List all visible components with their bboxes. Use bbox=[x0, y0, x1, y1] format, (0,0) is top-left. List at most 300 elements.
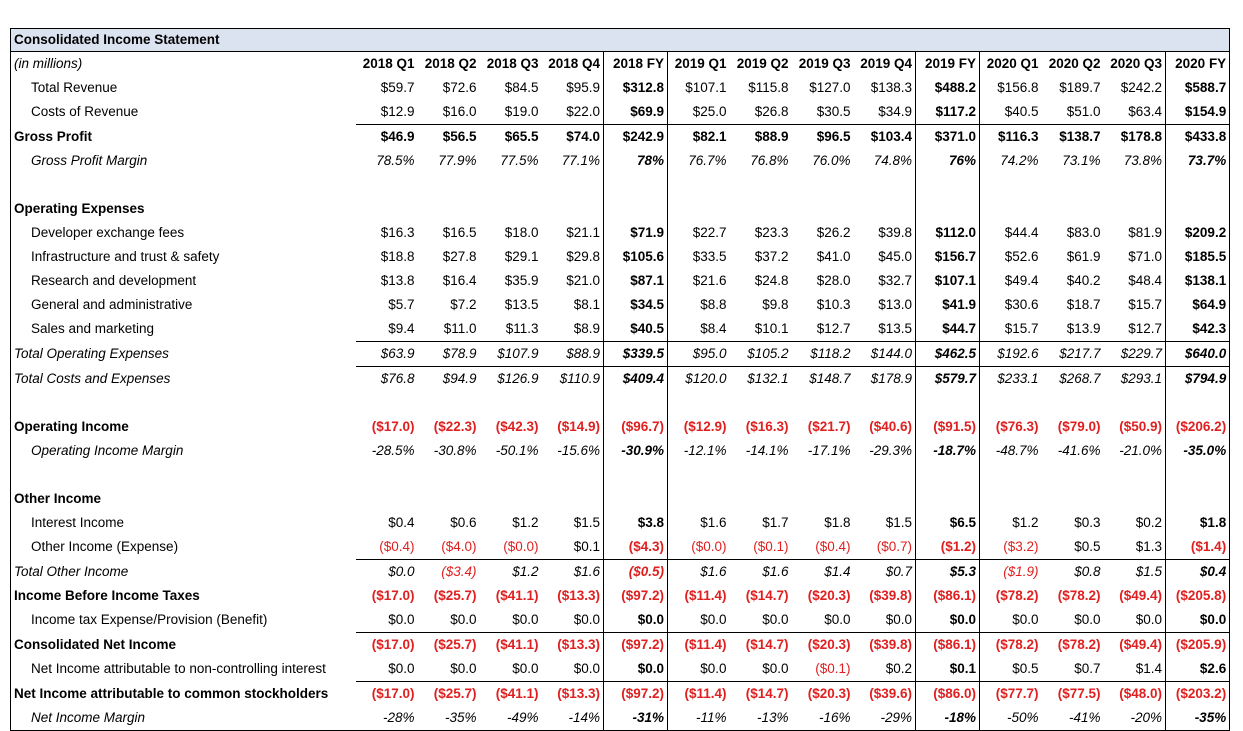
value-cell: -35% bbox=[444, 710, 477, 725]
value-cell: ($20.3) bbox=[792, 633, 854, 658]
value-cell: $0.4 bbox=[1166, 560, 1230, 585]
row-label: Total Costs and Expenses bbox=[14, 370, 171, 386]
value-cell bbox=[916, 487, 980, 511]
value-cell: ($86.1) bbox=[916, 584, 980, 608]
value-cell: $61.9 bbox=[1066, 249, 1101, 264]
value-cell: ($77.7) bbox=[980, 682, 1042, 707]
value-cell: $0.2 bbox=[885, 661, 912, 676]
value-cell: $46.9 bbox=[356, 125, 418, 150]
value-cell: $16.4 bbox=[442, 273, 477, 288]
value-cell: $242.2 bbox=[1120, 80, 1162, 95]
value-cell: $88.9 bbox=[542, 342, 604, 367]
value-cell: $217.7 bbox=[1042, 342, 1104, 367]
value-cell: $268.7 bbox=[1042, 367, 1104, 392]
value-cell: $178.8 bbox=[1104, 125, 1166, 150]
value-cell: ($0.5) bbox=[604, 560, 668, 585]
value-cell bbox=[1104, 391, 1166, 415]
value-cell: $0.0 bbox=[1166, 608, 1230, 633]
value-cell: $156.7 bbox=[916, 245, 980, 269]
value-cell: $8.4 bbox=[700, 321, 727, 336]
row-label: Gross Profit bbox=[14, 128, 93, 144]
value-cell: $51.0 bbox=[1066, 104, 1101, 119]
value-cell: ($12.9) bbox=[683, 419, 727, 434]
value-cell: $640.0 bbox=[1166, 342, 1230, 367]
row-label: Consolidated Net Income bbox=[14, 636, 177, 652]
value-cell: $5.7 bbox=[388, 297, 415, 312]
value-cell: ($0.1) bbox=[753, 539, 789, 554]
value-cell bbox=[1042, 463, 1104, 487]
row-label: Total Operating Expenses bbox=[14, 346, 169, 361]
row-label bbox=[11, 391, 356, 415]
table-row bbox=[11, 535, 1230, 560]
value-cell: ($16.3) bbox=[745, 419, 789, 434]
value-cell: $0.4 bbox=[388, 515, 415, 530]
value-cell: $1.8 bbox=[824, 515, 851, 530]
value-cell: $0.0 bbox=[762, 612, 789, 627]
value-cell: ($13.3) bbox=[542, 633, 604, 658]
table-row bbox=[11, 342, 1230, 367]
value-cell: $242.9 bbox=[604, 125, 668, 150]
value-cell: $23.3 bbox=[754, 225, 789, 240]
value-cell: $138.3 bbox=[870, 80, 912, 95]
value-cell: $1.8 bbox=[1166, 511, 1230, 535]
value-cell: $56.5 bbox=[418, 125, 480, 150]
value-cell: -14% bbox=[568, 710, 600, 725]
value-cell: $33.5 bbox=[692, 249, 727, 264]
value-cell bbox=[730, 487, 792, 511]
value-cell: ($17.0) bbox=[356, 633, 418, 658]
column-header: 2019 Q2 bbox=[736, 56, 789, 71]
value-cell bbox=[792, 391, 854, 415]
value-cell: $30.5 bbox=[816, 104, 851, 119]
value-cell: $26.8 bbox=[754, 104, 789, 119]
value-cell bbox=[604, 487, 668, 511]
value-cell: $15.7 bbox=[1004, 321, 1039, 336]
value-cell: $127.0 bbox=[809, 80, 851, 95]
value-cell bbox=[668, 487, 730, 511]
value-cell bbox=[668, 173, 730, 197]
table-row bbox=[11, 487, 1230, 511]
value-cell: ($86.0) bbox=[916, 682, 980, 707]
value-cell bbox=[792, 487, 854, 511]
value-cell: ($17.0) bbox=[371, 588, 415, 603]
value-cell: $312.8 bbox=[604, 76, 668, 100]
value-cell bbox=[668, 463, 730, 487]
value-cell: $115.8 bbox=[748, 80, 789, 95]
value-cell: $88.9 bbox=[730, 125, 792, 150]
value-cell: -28.5% bbox=[371, 443, 415, 458]
table-row bbox=[11, 560, 1230, 585]
value-cell: $29.8 bbox=[566, 249, 600, 264]
value-cell: -50% bbox=[1006, 710, 1039, 725]
value-cell: $41.9 bbox=[916, 293, 980, 317]
value-cell: $2.6 bbox=[1166, 657, 1230, 682]
value-cell: $0.5 bbox=[1012, 661, 1039, 676]
value-cell: -15.6% bbox=[557, 443, 600, 458]
table-row bbox=[11, 511, 1230, 535]
column-header: 2020 FY bbox=[1166, 52, 1230, 77]
table-row bbox=[11, 439, 1230, 463]
value-cell: ($11.4) bbox=[668, 682, 730, 707]
value-cell: $1.7 bbox=[762, 515, 789, 530]
value-cell: ($0.4) bbox=[815, 539, 851, 554]
value-cell: 78% bbox=[604, 149, 668, 173]
value-cell: $110.9 bbox=[542, 367, 604, 392]
value-cell: $488.2 bbox=[916, 76, 980, 100]
value-cell: $0.0 bbox=[388, 661, 415, 676]
value-cell: $49.4 bbox=[1004, 273, 1039, 288]
value-cell bbox=[1104, 487, 1166, 511]
value-cell: ($25.7) bbox=[418, 682, 480, 707]
value-cell: $144.0 bbox=[854, 342, 916, 367]
value-cell bbox=[980, 463, 1042, 487]
value-cell: $0.1 bbox=[573, 539, 600, 554]
value-cell bbox=[356, 463, 418, 487]
column-header: 2020 Q1 bbox=[986, 56, 1039, 71]
value-cell: ($4.3) bbox=[604, 535, 668, 560]
value-cell: -21.0% bbox=[1119, 443, 1162, 458]
value-cell bbox=[668, 197, 730, 221]
value-cell: ($3.2) bbox=[1003, 539, 1039, 554]
value-cell: $794.9 bbox=[1166, 367, 1230, 392]
value-cell: $126.9 bbox=[480, 367, 542, 392]
value-cell: $22.7 bbox=[692, 225, 727, 240]
value-cell: $116.3 bbox=[980, 125, 1042, 150]
value-cell: ($1.4) bbox=[1166, 535, 1230, 560]
value-cell: ($1.2) bbox=[916, 535, 980, 560]
value-cell: $433.8 bbox=[1166, 125, 1230, 150]
table-row bbox=[11, 584, 1230, 608]
value-cell bbox=[542, 391, 604, 415]
value-cell: -35% bbox=[1166, 706, 1230, 731]
value-cell bbox=[542, 463, 604, 487]
row-label: Net Income attributable to common stockholders bbox=[14, 685, 329, 701]
value-cell: $0.5 bbox=[1074, 539, 1101, 554]
value-cell bbox=[916, 173, 980, 197]
row-label: Net Income attributable to non-controlling interest bbox=[31, 661, 326, 677]
value-cell: $21.6 bbox=[692, 273, 727, 288]
value-cell: $28.0 bbox=[816, 273, 851, 288]
value-cell: $96.5 bbox=[792, 125, 854, 150]
value-cell bbox=[604, 463, 668, 487]
table-row bbox=[11, 633, 1230, 658]
column-header: 2018 Q1 bbox=[362, 56, 415, 71]
value-cell: $10.1 bbox=[754, 321, 789, 336]
value-cell: $72.6 bbox=[442, 80, 477, 95]
value-cell bbox=[542, 173, 604, 197]
value-cell: $84.5 bbox=[504, 80, 539, 95]
value-cell: $78.9 bbox=[418, 342, 480, 367]
value-cell: ($3.4) bbox=[418, 560, 480, 585]
table-row bbox=[11, 463, 1230, 487]
value-cell: $11.3 bbox=[505, 321, 539, 336]
row-label: Total Revenue bbox=[31, 80, 118, 95]
value-cell: $0.0 bbox=[604, 657, 668, 682]
value-cell: $107.1 bbox=[916, 269, 980, 293]
value-cell: $0.0 bbox=[388, 612, 415, 627]
value-cell: ($0.1) bbox=[815, 661, 851, 676]
value-cell: ($49.4) bbox=[1104, 633, 1166, 658]
row-label: Other Income (Expense) bbox=[31, 539, 179, 555]
value-cell bbox=[356, 487, 418, 511]
value-cell: ($78.2) bbox=[1057, 588, 1101, 603]
value-cell: ($17.0) bbox=[371, 419, 415, 434]
value-cell: $8.9 bbox=[573, 321, 600, 336]
value-cell bbox=[916, 463, 980, 487]
value-cell: $120.0 bbox=[668, 367, 730, 392]
value-cell: ($39.8) bbox=[869, 588, 912, 603]
value-cell: $13.0 bbox=[878, 297, 912, 312]
value-cell: -18.7% bbox=[916, 439, 980, 463]
value-cell bbox=[356, 391, 418, 415]
value-cell bbox=[792, 463, 854, 487]
value-cell: $25.0 bbox=[692, 104, 727, 119]
value-cell: $8.1 bbox=[573, 297, 600, 312]
value-cell: 76.8% bbox=[750, 153, 789, 168]
value-cell: $1.2 bbox=[1012, 515, 1039, 530]
value-cell bbox=[480, 487, 542, 511]
value-cell: $71.0 bbox=[1128, 249, 1162, 264]
value-cell: $0.0 bbox=[762, 661, 789, 676]
value-cell: $6.5 bbox=[916, 511, 980, 535]
value-cell: -30.9% bbox=[604, 439, 668, 463]
value-cell bbox=[418, 391, 480, 415]
value-cell: -28% bbox=[382, 710, 415, 725]
value-cell: ($96.7) bbox=[604, 415, 668, 439]
value-cell: ($42.3) bbox=[495, 419, 539, 434]
value-cell: $107.1 bbox=[685, 80, 727, 95]
value-cell: $0.7 bbox=[854, 560, 916, 585]
value-cell: $22.0 bbox=[566, 104, 600, 119]
table-row bbox=[11, 197, 1230, 221]
value-cell: $40.5 bbox=[1004, 104, 1039, 119]
value-cell: $8.8 bbox=[700, 297, 727, 312]
value-cell bbox=[604, 197, 668, 221]
value-cell: ($86.1) bbox=[916, 633, 980, 658]
value-cell: $40.2 bbox=[1066, 273, 1101, 288]
value-cell bbox=[356, 173, 418, 197]
value-cell bbox=[730, 173, 792, 197]
value-cell: 74.8% bbox=[873, 153, 912, 168]
value-cell: ($77.5) bbox=[1042, 682, 1104, 707]
value-cell: $138.7 bbox=[1042, 125, 1104, 150]
value-cell: $13.8 bbox=[380, 273, 415, 288]
value-cell bbox=[604, 391, 668, 415]
table-row bbox=[11, 245, 1230, 269]
value-cell: $1.3 bbox=[1135, 539, 1162, 554]
column-header: 2018 Q2 bbox=[424, 56, 477, 71]
value-cell: $26.2 bbox=[816, 225, 851, 240]
value-cell: ($17.0) bbox=[356, 682, 418, 707]
value-cell bbox=[418, 173, 480, 197]
row-label: Operating Income bbox=[14, 419, 129, 434]
value-cell bbox=[480, 197, 542, 221]
value-cell bbox=[916, 391, 980, 415]
value-cell bbox=[980, 487, 1042, 511]
value-cell: $63.9 bbox=[356, 342, 418, 367]
value-cell: $138.1 bbox=[1166, 269, 1230, 293]
value-cell bbox=[418, 487, 480, 511]
value-cell bbox=[980, 197, 1042, 221]
row-label: Research and development bbox=[31, 273, 197, 288]
value-cell: ($14.7) bbox=[730, 633, 792, 658]
value-cell bbox=[980, 173, 1042, 197]
income-statement-table bbox=[10, 28, 1230, 731]
value-cell: $32.7 bbox=[878, 273, 912, 288]
value-cell: $12.9 bbox=[380, 104, 415, 119]
value-cell: 78.5% bbox=[376, 153, 415, 168]
value-cell: $15.7 bbox=[1128, 297, 1162, 312]
value-cell bbox=[916, 197, 980, 221]
table-row bbox=[11, 367, 1230, 392]
value-cell: ($14.7) bbox=[730, 682, 792, 707]
value-cell: $192.6 bbox=[980, 342, 1042, 367]
value-cell: -14.1% bbox=[745, 443, 789, 458]
value-cell: $189.7 bbox=[1059, 80, 1101, 95]
value-cell: ($78.2) bbox=[995, 588, 1039, 603]
value-cell: -30.8% bbox=[433, 443, 477, 458]
table-row bbox=[11, 706, 1230, 731]
value-cell: $154.9 bbox=[1166, 100, 1230, 125]
column-header: 2018 FY bbox=[604, 52, 668, 77]
value-cell: $209.2 bbox=[1166, 221, 1230, 245]
value-cell bbox=[542, 487, 604, 511]
value-cell: $1.4 bbox=[792, 560, 854, 585]
value-cell bbox=[1042, 197, 1104, 221]
value-cell: -29.3% bbox=[869, 443, 912, 458]
value-cell bbox=[730, 463, 792, 487]
value-cell: -49% bbox=[506, 710, 539, 725]
value-cell bbox=[1104, 197, 1166, 221]
table-row bbox=[11, 657, 1230, 682]
value-cell: ($41.1) bbox=[480, 633, 542, 658]
table-row bbox=[11, 149, 1230, 173]
value-cell: 77.9% bbox=[438, 153, 477, 168]
row-label bbox=[11, 173, 356, 197]
value-cell: $95.9 bbox=[566, 80, 600, 95]
value-cell: ($97.2) bbox=[604, 633, 668, 658]
value-cell: ($78.2) bbox=[1042, 633, 1104, 658]
row-label: Sales and marketing bbox=[31, 321, 155, 337]
value-cell: ($97.2) bbox=[604, 682, 668, 707]
value-cell bbox=[668, 391, 730, 415]
value-cell: -48.7% bbox=[995, 443, 1039, 458]
value-cell bbox=[854, 391, 916, 415]
value-cell bbox=[1042, 487, 1104, 511]
value-cell: $1.6 bbox=[700, 515, 727, 530]
value-cell: $16.5 bbox=[442, 225, 477, 240]
value-cell bbox=[854, 197, 916, 221]
value-cell: ($25.7) bbox=[418, 633, 480, 658]
value-cell: $64.9 bbox=[1166, 293, 1230, 317]
value-cell: ($0.7) bbox=[876, 539, 912, 554]
value-cell: $83.0 bbox=[1066, 225, 1101, 240]
value-cell: $13.9 bbox=[1066, 321, 1101, 336]
value-cell bbox=[854, 463, 916, 487]
value-cell: $0.8 bbox=[1042, 560, 1104, 585]
value-cell: $0.0 bbox=[512, 661, 539, 676]
value-cell: $293.1 bbox=[1104, 367, 1166, 392]
value-cell: -11% bbox=[695, 710, 727, 725]
column-header: 2019 Q4 bbox=[860, 56, 912, 71]
value-cell: $185.5 bbox=[1166, 245, 1230, 269]
value-cell: $103.4 bbox=[854, 125, 916, 150]
value-cell: $117.2 bbox=[916, 100, 980, 125]
value-cell: -50.1% bbox=[495, 443, 539, 458]
value-cell: $13.5 bbox=[504, 297, 539, 312]
value-cell bbox=[418, 197, 480, 221]
value-cell: -31% bbox=[604, 706, 668, 731]
value-cell bbox=[1166, 197, 1230, 221]
value-cell: $41.0 bbox=[816, 249, 851, 264]
value-cell: ($203.2) bbox=[1166, 682, 1230, 707]
table-row bbox=[11, 415, 1230, 439]
value-cell bbox=[1042, 173, 1104, 197]
table-row bbox=[11, 125, 1230, 150]
value-cell: $462.5 bbox=[916, 342, 980, 367]
table-row bbox=[11, 100, 1230, 125]
value-cell: $1.4 bbox=[1135, 661, 1162, 676]
value-cell: 77.5% bbox=[500, 153, 539, 168]
value-cell: ($20.3) bbox=[792, 682, 854, 707]
table-row bbox=[11, 682, 1230, 707]
row-label: Income Before Income Taxes bbox=[14, 588, 200, 603]
value-cell: ($50.9) bbox=[1119, 419, 1162, 434]
value-cell bbox=[1104, 173, 1166, 197]
value-cell: $0.0 bbox=[1135, 612, 1162, 627]
value-cell: -35.0% bbox=[1166, 439, 1230, 463]
value-cell: $156.8 bbox=[997, 80, 1039, 95]
value-cell: $371.0 bbox=[916, 125, 980, 150]
value-cell bbox=[1166, 391, 1230, 415]
column-header: 2019 Q1 bbox=[674, 56, 727, 71]
value-cell: 73.8% bbox=[1123, 153, 1162, 168]
value-cell: $0.0 bbox=[885, 612, 912, 627]
value-cell: $0.0 bbox=[700, 661, 727, 676]
value-cell: ($11.4) bbox=[668, 633, 730, 658]
value-cell: $0.0 bbox=[1074, 612, 1101, 627]
value-cell: $16.3 bbox=[380, 225, 415, 240]
column-header: 2018 Q4 bbox=[548, 56, 600, 71]
value-cell: 73.7% bbox=[1166, 149, 1230, 173]
value-cell: ($76.3) bbox=[995, 419, 1039, 434]
value-cell: ($22.3) bbox=[433, 419, 477, 434]
value-cell: $16.0 bbox=[442, 104, 477, 119]
value-cell: $44.7 bbox=[916, 317, 980, 342]
value-cell: $45.0 bbox=[878, 249, 912, 264]
value-cell: $0.0 bbox=[573, 661, 600, 676]
value-cell bbox=[1166, 463, 1230, 487]
value-cell bbox=[418, 463, 480, 487]
value-cell: $0.0 bbox=[604, 608, 668, 633]
value-cell: $1.6 bbox=[668, 560, 730, 585]
value-cell: $18.0 bbox=[504, 225, 539, 240]
value-cell: $40.5 bbox=[604, 317, 668, 342]
value-cell: ($0.4) bbox=[379, 539, 415, 554]
column-header: 2019 FY bbox=[916, 52, 980, 77]
value-cell: $0.0 bbox=[512, 612, 539, 627]
value-cell: ($205.9) bbox=[1166, 633, 1230, 658]
table-row bbox=[11, 221, 1230, 245]
value-cell bbox=[730, 391, 792, 415]
value-cell: ($206.2) bbox=[1166, 415, 1230, 439]
table-row bbox=[11, 317, 1230, 342]
value-cell: $11.0 bbox=[443, 321, 477, 336]
value-cell: $0.0 bbox=[700, 612, 727, 627]
value-cell: $21.0 bbox=[566, 273, 600, 288]
value-cell: $30.6 bbox=[1004, 297, 1039, 312]
row-label: Total Other Income bbox=[14, 563, 129, 579]
